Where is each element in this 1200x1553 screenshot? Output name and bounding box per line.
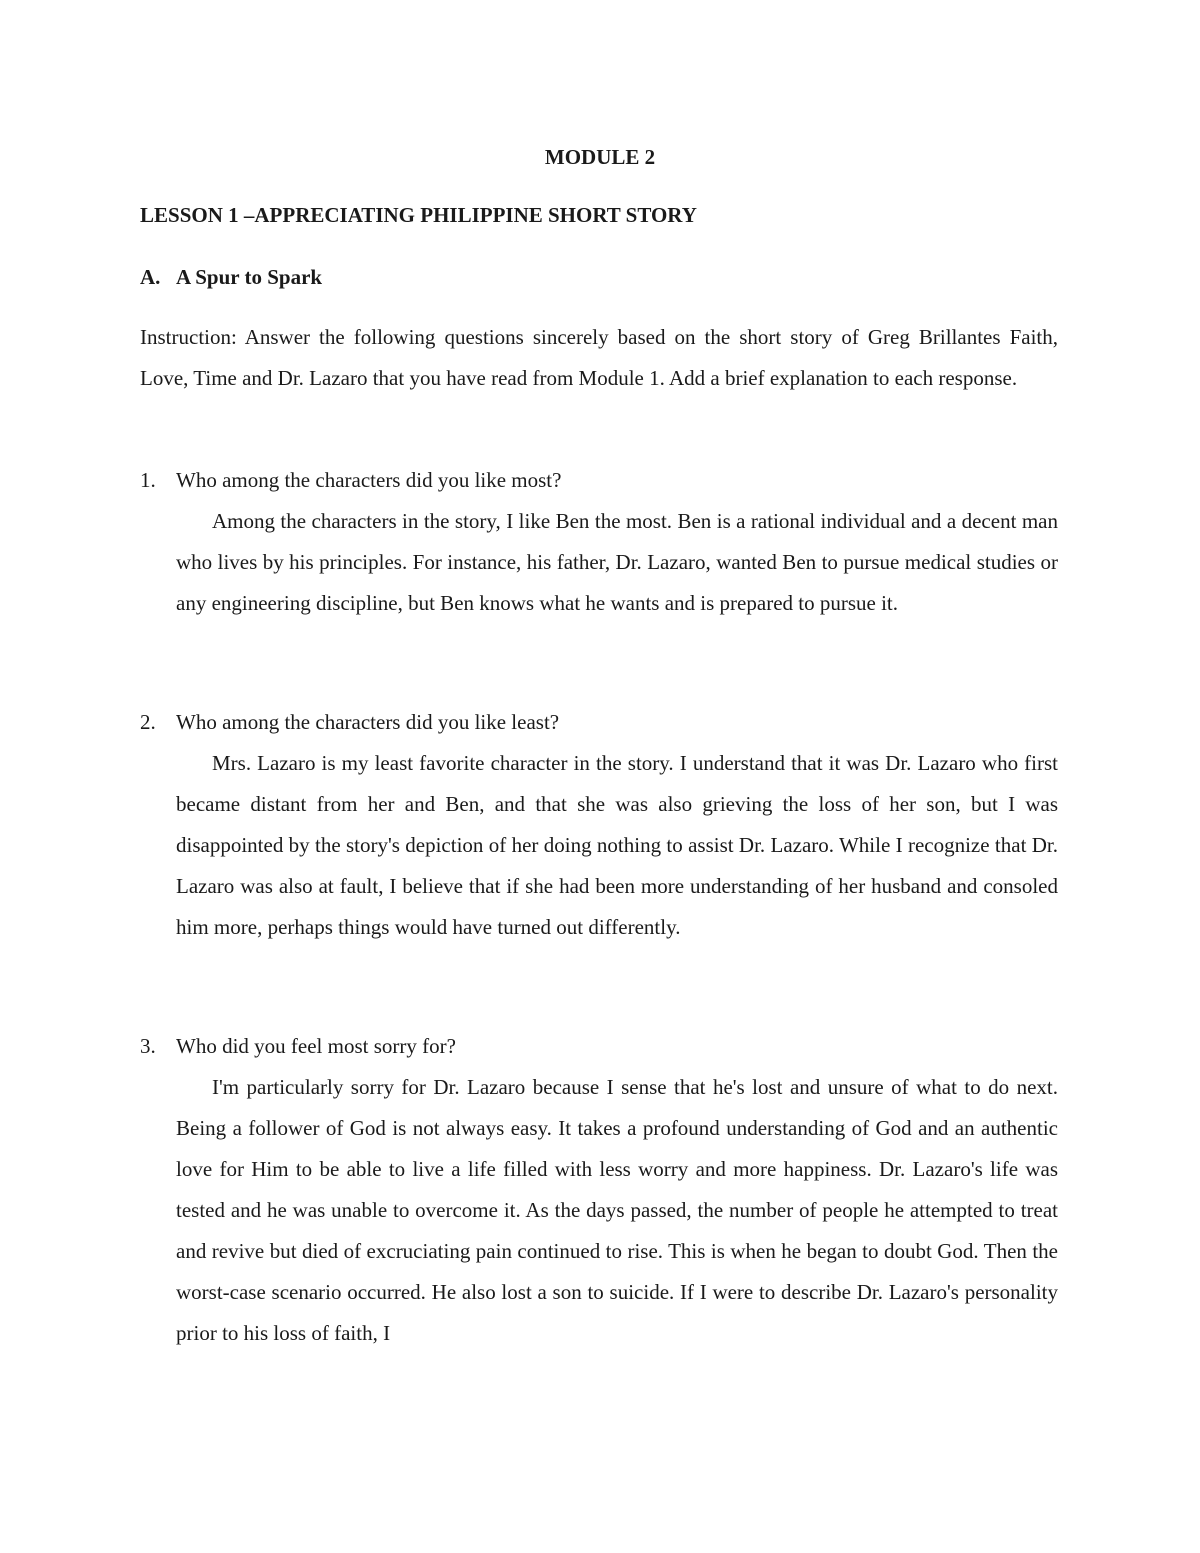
module-title: MODULE 2: [544, 145, 656, 169]
question-number: 3.: [140, 1034, 156, 1058]
question-line: [140, 702, 1058, 743]
section-heading: [140, 261, 322, 293]
lesson-title: LESSON 1 –APPRECIATING PHILIPPINE SHORT STORY: [140, 203, 697, 227]
question-number: 2.: [140, 710, 156, 734]
answer-paragraph: Mrs. Lazaro is my least favorite character in the story. I understand that it was Dr. Lazaro who first became distant from her and Ben, and that she was also grieving the loss of her son, but I was disappointed by the story's depiction of her doing nothing to assist Dr. Lazaro. While I recognize that Dr. Lazaro was also at fault, I believe that if she had been more understanding of her husband and consoled him more, perhaps things would have turned out differently.: [176, 751, 1058, 939]
question-line: [140, 1026, 1058, 1067]
question-text: Who did you feel most sorry for?: [176, 1034, 456, 1058]
question-item: [140, 460, 1058, 624]
question-number: 1.: [140, 468, 156, 492]
question-text: Who among the characters did you like most?: [176, 468, 562, 492]
question-text: Who among the characters did you like least?: [176, 710, 560, 734]
question-item: [140, 702, 1058, 948]
answer-paragraph: I'm particularly sorry for Dr. Lazaro because I sense that he's lost and unsure of what to do next. Being a follower of God is not always easy. It takes a profound understanding of God and an authentic love for Him to be able to live a life filled with less worry and more happiness. Dr. Lazaro's life was tested and he was unable to overcome it. As the days passed, the number of people he attempted to treat and revive but died of excruciating pain continued to rise. This is when he began to doubt God. Then the worst-case scenario occurred. He also lost a son to suicide. If I were to describe Dr. Lazaro's personality prior to his loss of faith, I: [176, 1075, 1058, 1345]
question-item: [140, 1026, 1058, 1354]
section-title: A Spur to Spark: [176, 265, 323, 289]
section-letter: A.: [140, 265, 161, 289]
answer-paragraph: Among the characters in the story, I like Ben the most. Ben is a rational individual and a decent man who lives by his principles. For instance, his father, Dr. Lazaro, wanted Ben to pursue medical studies or any engineering discipline, but Ben knows what he wants and is prepared to pursue it.: [176, 509, 1058, 615]
instruction-paragraph: Instruction: Answer the following questions sincerely based on the short story of Greg Brillantes Faith, Love, Time and Dr. Lazaro that you have read from Module 1. Add a brief explanation to each response.: [140, 325, 1058, 390]
question-line: [140, 460, 1058, 501]
